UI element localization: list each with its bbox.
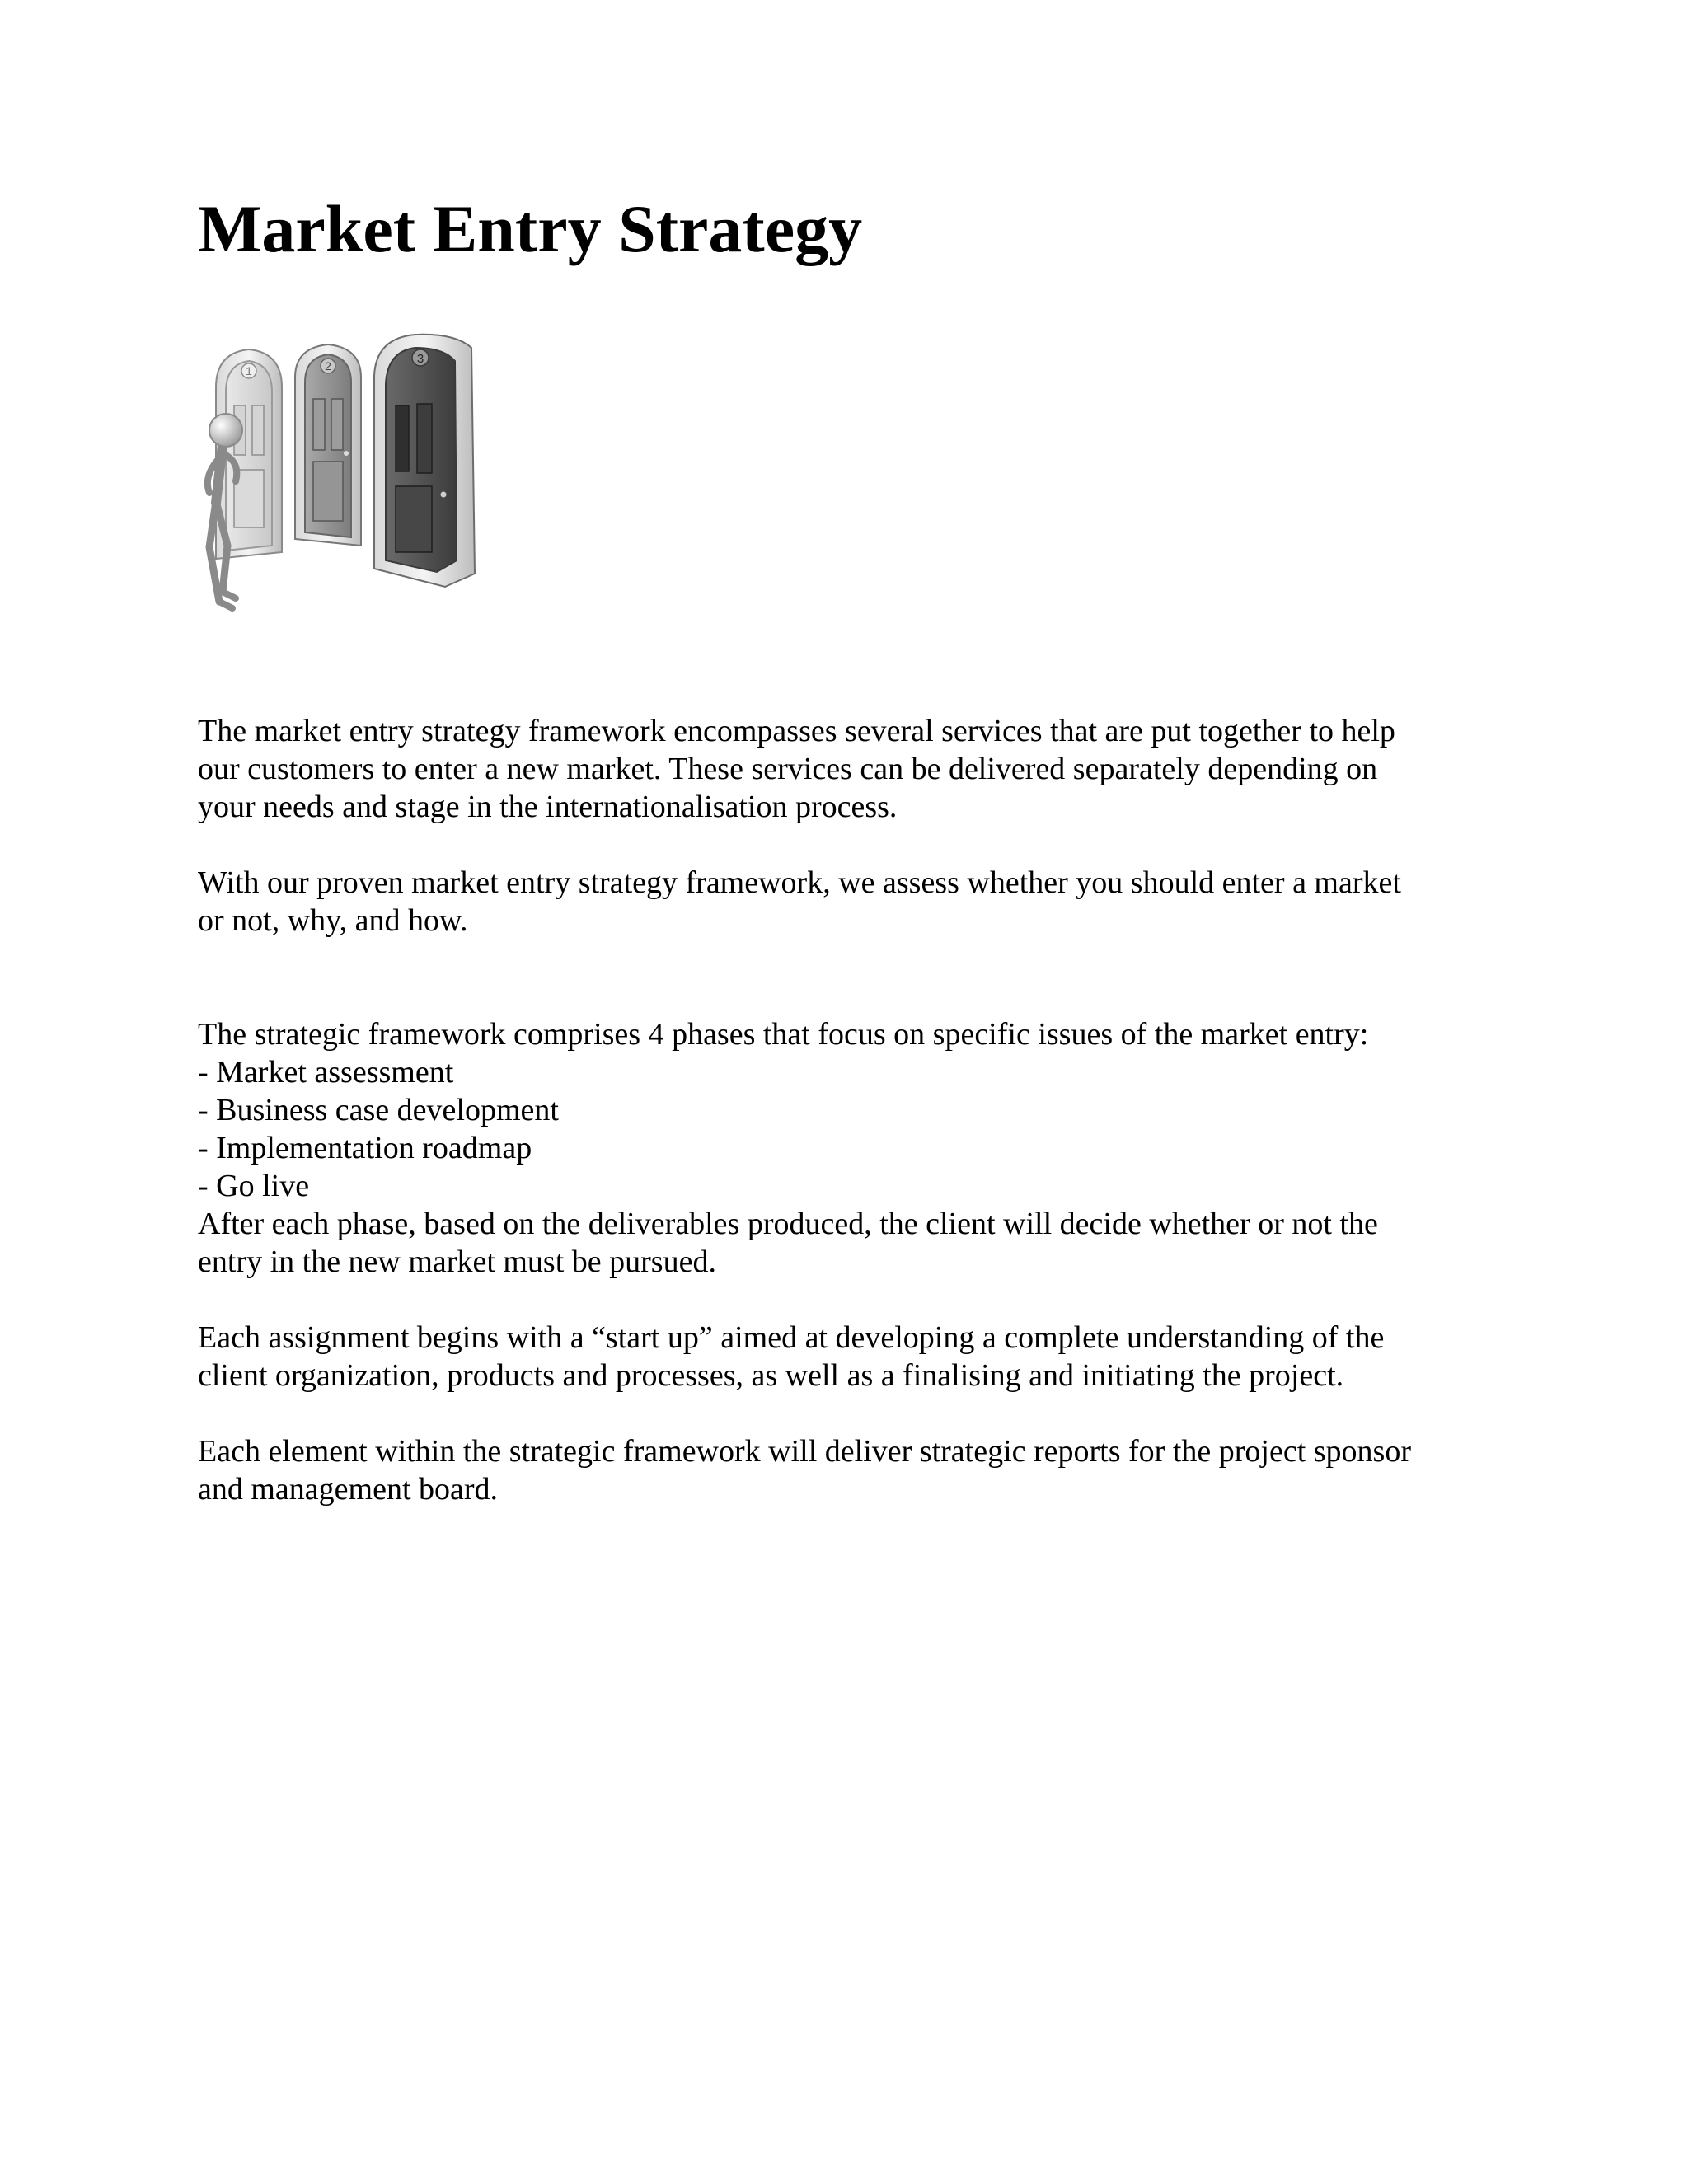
intro-line: your needs and stage in the internationalisation process.: [198, 790, 898, 824]
intro-line: The market entry strategy framework encompasses several services that are put together to help: [198, 714, 1395, 748]
intro-line: our customers to enter a new market. These services can be delivered separately depending on: [198, 752, 1378, 786]
proven-line: or not, why, and how.: [198, 903, 468, 938]
door-3-label: 3: [416, 352, 424, 366]
phase-item: - Implementation roadmap: [198, 1131, 532, 1165]
stick-figure-head: [209, 414, 242, 447]
reports-line: Each element within the strategic framework will deliver strategic reports for the project sponsor: [198, 1434, 1411, 1469]
startup-line: client organization, products and processes, as well as a finalising and initiating the project.: [198, 1358, 1344, 1393]
body-text: [198, 712, 1517, 1508]
page-title: Market Entry Strategy: [198, 191, 863, 266]
after-phase-line: After each phase, based on the deliverables produced, the client will decide whether or not the: [198, 1207, 1378, 1241]
startup-line: Each assignment begins with a “start up” aimed at developing a complete understanding of the: [198, 1320, 1385, 1355]
phase-item: - Business case development: [198, 1093, 559, 1127]
proven-line: With our proven market entry strategy framework, we assess whether you should enter a market: [198, 865, 1401, 900]
door-2-label: 2: [325, 359, 331, 373]
framework-intro: The strategic framework comprises 4 phases that focus on specific issues of the market entry:: [198, 1017, 1369, 1052]
phase-item: - Market assessment: [198, 1055, 454, 1090]
reports-line: and management board.: [198, 1472, 499, 1507]
door-3-icon: [374, 335, 475, 587]
door-2-icon: [295, 344, 361, 546]
after-phase-line: entry in the new market must be pursued.: [198, 1244, 716, 1279]
three-doors-illustration: [198, 330, 528, 626]
phase-item: - Go live: [198, 1169, 310, 1203]
door-1-label: 1: [246, 364, 252, 377]
